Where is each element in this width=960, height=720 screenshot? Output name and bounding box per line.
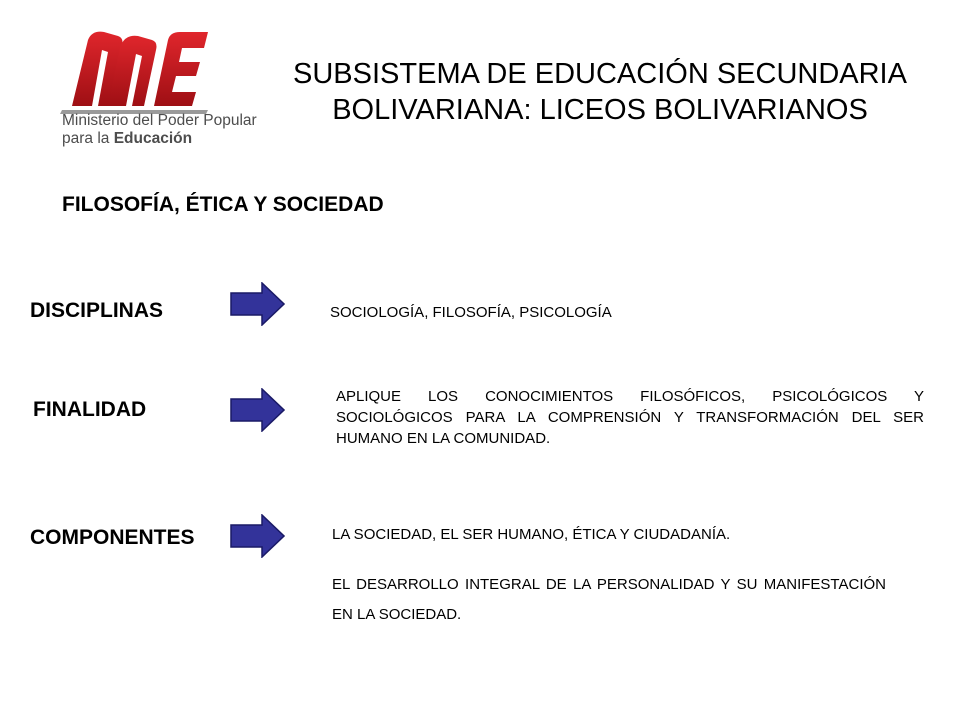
title-line-2: BOLIVARIANA: LICEOS BOLIVARIANOS bbox=[332, 94, 868, 126]
componentes-text-1: LA SOCIEDAD, EL SER HUMANO, ÉTICA Y CIUDADANÍA. bbox=[332, 526, 731, 543]
page-title bbox=[250, 56, 950, 128]
title-line-1: SUBSISTEMA DE EDUCACIÓN SECUNDARIA bbox=[293, 58, 907, 90]
disciplinas-label: DISCIPLINAS bbox=[30, 299, 164, 322]
right-arrow-icon bbox=[230, 514, 285, 558]
right-arrow-icon bbox=[230, 388, 285, 432]
componentes-label: COMPONENTES bbox=[30, 526, 195, 549]
logo-line-1: Ministerio del Poder Popular bbox=[62, 112, 257, 129]
logo-line-2 bbox=[62, 130, 257, 148]
right-arrow-icon bbox=[230, 282, 285, 326]
finalidad-text: APLIQUE LOS CONOCIMIENTOS FILOSÓFICOS, PSICOLÓGICOS Y SOCIOLÓGICOS PARA LA COMPRENSIÓN Y TRANSFORMACIÓN DEL SER HUMANO EN LA COMUNIDAD. bbox=[336, 388, 924, 447]
subject-heading: FILOSOFÍA, ÉTICA Y SOCIEDAD bbox=[62, 193, 384, 216]
logo-caption bbox=[62, 112, 257, 148]
logo-line-2-bold: Educación bbox=[113, 130, 193, 147]
componentes-text-2: EL DESARROLLO INTEGRAL DE LA PERSONALIDAD Y SU MANIFESTACIÓN EN LA SOCIEDAD. bbox=[332, 576, 886, 623]
finalidad-label: FINALIDAD bbox=[33, 398, 147, 421]
logo-line-2-prefix: para la bbox=[62, 130, 114, 147]
disciplinas-text: SOCIOLOGÍA, FILOSOFÍA, PSICOLOGÍA bbox=[330, 304, 612, 321]
